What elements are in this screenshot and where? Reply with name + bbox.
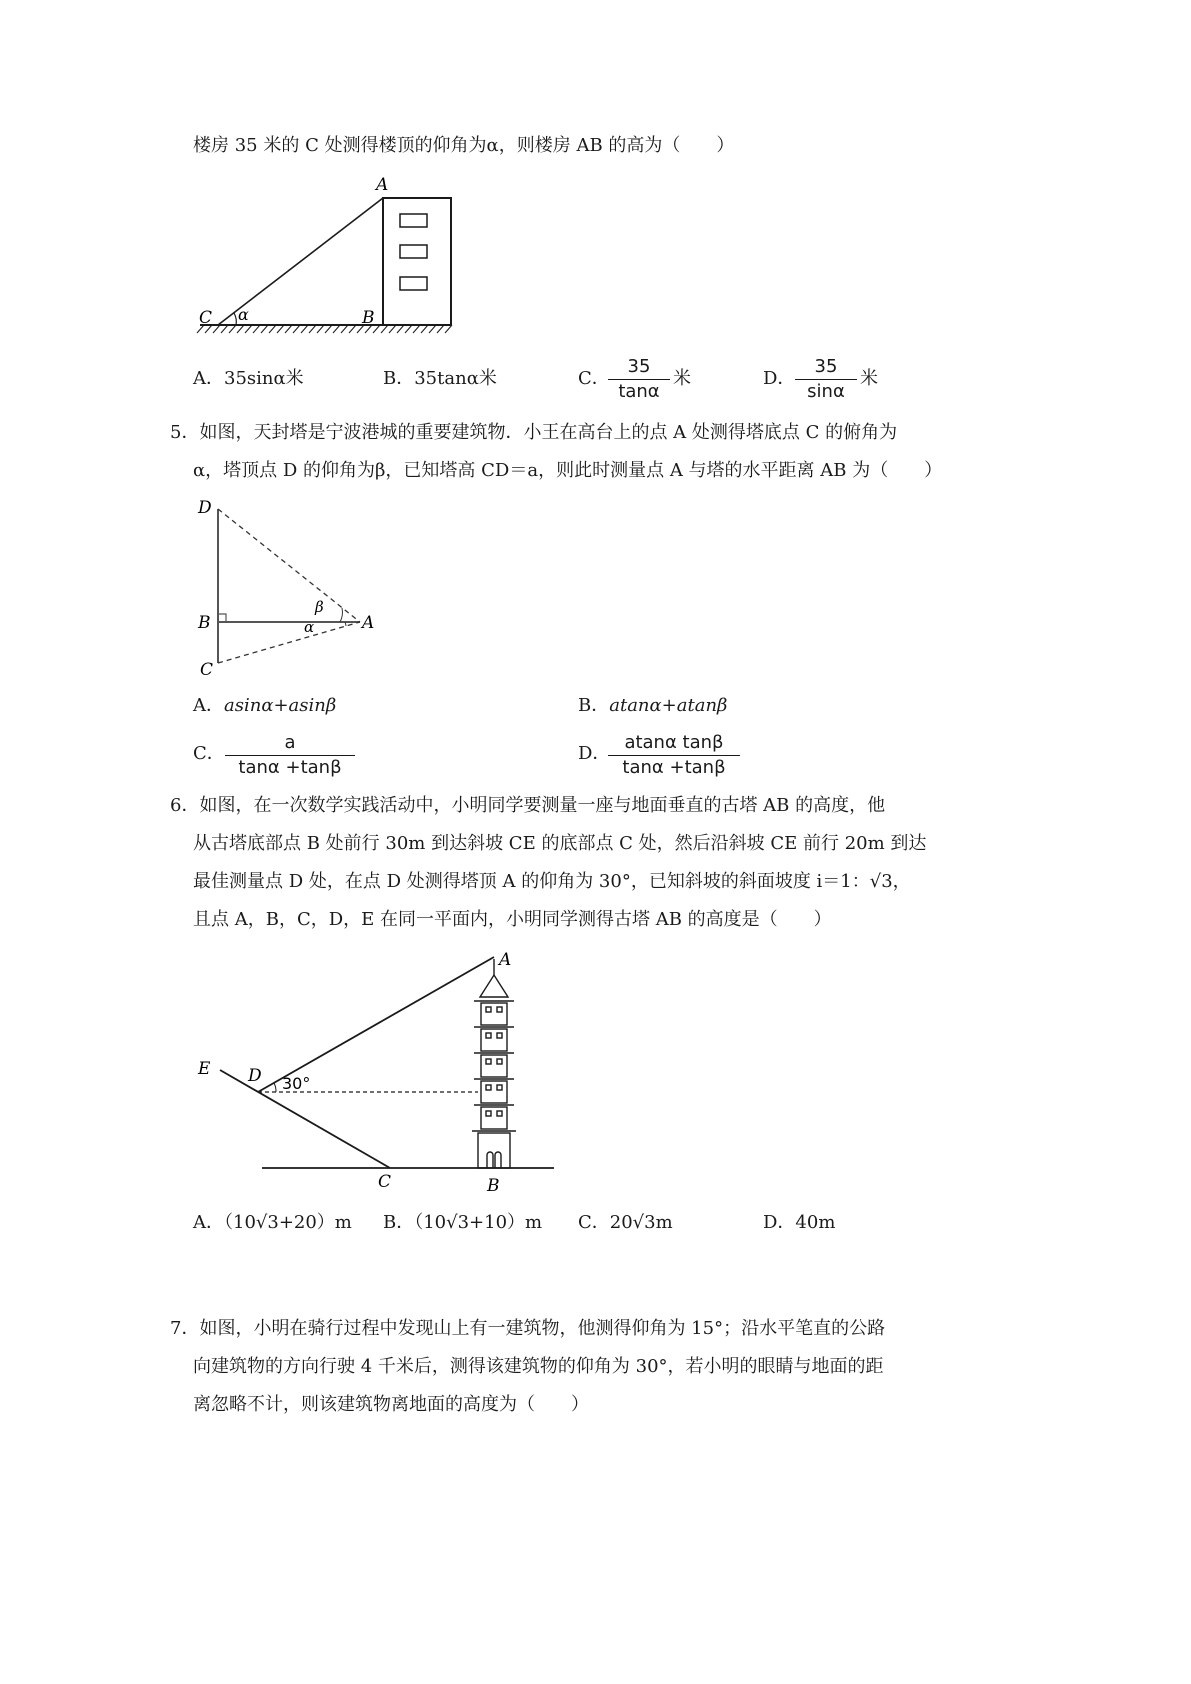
q6-option-a[interactable]: A．（10√3+20）m xyxy=(193,1212,352,1233)
pagoda-icon xyxy=(472,959,516,1168)
q5-label-D: D xyxy=(198,498,212,518)
q5-option-b[interactable] xyxy=(578,694,727,718)
fraction-bar xyxy=(608,755,740,756)
q5-sight-line-bottom xyxy=(218,622,360,663)
fraction-bar xyxy=(795,379,857,380)
q4-option-c-numerator: 35 xyxy=(627,356,651,377)
q5-label-C: C xyxy=(200,660,214,680)
q4-label-B: B xyxy=(362,308,375,328)
q5-option-c-denominator: tanα +tanβ xyxy=(238,757,342,778)
q4-option-a[interactable] xyxy=(193,367,304,391)
q4-option-b-label: B． xyxy=(383,368,415,389)
q4-ground-hatch xyxy=(197,325,452,333)
q4-option-d-numerator: 35 xyxy=(814,356,838,377)
q4-option-b[interactable] xyxy=(383,367,497,391)
q4-option-c-unit: 米 xyxy=(673,368,691,389)
q6-label-E: E xyxy=(198,1059,211,1079)
q4-option-d-denominator: sinα xyxy=(807,381,845,402)
q5-stem-line-1: 5．如图，天封塔是宁波港城的重要建筑物．小王在高台上的点 A 处测得塔底点 C 的俯角为 xyxy=(170,422,898,443)
q5-label-beta: β xyxy=(315,598,324,616)
q4-window xyxy=(400,245,427,258)
q5-option-a-label: A． xyxy=(193,695,224,716)
q6-label-A: A xyxy=(499,950,512,970)
fraction-bar xyxy=(225,755,355,756)
q5-figure xyxy=(192,495,392,685)
q5-option-c-fraction xyxy=(225,732,355,779)
q6-label-B: B xyxy=(487,1176,500,1195)
q5-right-angle-mark xyxy=(218,614,226,622)
q4-figure xyxy=(190,170,470,345)
q6-stem-line-3: 最佳测量点 D 处，在点 D 处测得塔顶 A 的仰角为 30°，已知斜坡的斜面坡度 i＝1：√3， xyxy=(193,871,911,892)
q5-option-d-fraction xyxy=(608,732,740,779)
q5-option-d-label[interactable]: D． xyxy=(578,743,611,764)
q5-option-d-numerator: atanα tanβ xyxy=(624,732,724,753)
q4-window xyxy=(400,214,427,227)
q4-option-a-label: A． xyxy=(193,368,224,389)
q4-window xyxy=(400,277,427,290)
q4-label-alpha: α xyxy=(238,305,249,324)
q6-stem-line-2: 从古塔底部点 B 处前行 30m 到达斜坡 CE 的底部点 C 处，然后沿斜坡 CE 前行 20m 到达 xyxy=(193,833,927,854)
q6-stem-line-4: 且点 A，B，C，D，E 在同一平面内，小明同学测得古塔 AB 的高度是（ ） xyxy=(193,909,832,930)
q6-option-c[interactable]: C．20√3m xyxy=(578,1212,673,1233)
q6-label-angle: 30° xyxy=(282,1074,311,1093)
q6-figure xyxy=(190,945,570,1195)
q5-label-alpha: α xyxy=(304,618,315,636)
q5-option-a[interactable] xyxy=(193,694,336,718)
q5-option-a-text: asinα+asinβ xyxy=(224,695,337,716)
q4-building xyxy=(383,198,451,325)
q4-label-C: C xyxy=(199,308,213,328)
q6-sight-line xyxy=(258,957,494,1092)
q5-beta-arc xyxy=(340,608,342,622)
q4-option-d-label[interactable]: D． xyxy=(763,368,796,389)
q5-option-b-text: atanα+atanβ xyxy=(609,695,728,716)
fraction-bar xyxy=(608,379,670,380)
q4-label-A: A xyxy=(376,175,389,195)
q4-option-b-text: 35tanα米 xyxy=(414,368,497,389)
q5-option-b-label: B． xyxy=(578,695,610,716)
q6-option-d[interactable]: D．40m xyxy=(763,1212,836,1233)
q4-option-a-text: 35sinα米 xyxy=(224,368,304,389)
q4-option-d-fraction xyxy=(795,356,857,403)
q4-option-c-denominator: tanα xyxy=(618,381,660,402)
q5-stem-line-2: α，塔顶点 D 的仰角为β，已知塔高 CD＝a，则此时测量点 A 与塔的水平距离 AB 为（ ） xyxy=(193,460,943,481)
q4-option-c-label[interactable]: C． xyxy=(578,368,610,389)
q5-option-c-label[interactable]: C． xyxy=(193,743,225,764)
q5-sight-line-top xyxy=(218,509,360,622)
q6-label-C: C xyxy=(378,1172,392,1192)
q4-option-c-fraction xyxy=(608,356,670,403)
q5-label-A: A xyxy=(362,613,375,633)
q7-stem-line-2: 向建筑物的方向行驶 4 千米后，测得该建筑物的仰角为 30°，若小明的眼睛与地面的距 xyxy=(193,1356,884,1377)
q7-stem-line-3: 离忽略不计，则该建筑物离地面的高度为（ ） xyxy=(193,1394,589,1415)
q6-angle-arc xyxy=(274,1083,276,1092)
q5-label-B: B xyxy=(198,613,211,633)
q5-option-d-denominator: tanα +tanβ xyxy=(622,757,726,778)
q4-option-d-unit: 米 xyxy=(860,368,878,389)
q4-angle-arc xyxy=(234,313,236,325)
q4-stem-line: 楼房 35 米的 C 处测得楼顶的仰角为α，则楼房 AB 的高为（ ） xyxy=(193,135,735,156)
q7-stem-line-1: 7．如图，小明在骑行过程中发现山上有一建筑物，他测得仰角为 15°；沿水平笔直的公路 xyxy=(170,1318,886,1339)
q5-option-c-numerator: a xyxy=(284,732,296,753)
q6-label-D: D xyxy=(248,1066,262,1086)
q6-stem-line-1: 6．如图，在一次数学实践活动中，小明同学要测量一座与地面垂直的古塔 AB 的高度，他 xyxy=(170,795,886,816)
q6-option-b[interactable]: B．（10√3+10）m xyxy=(383,1212,543,1233)
